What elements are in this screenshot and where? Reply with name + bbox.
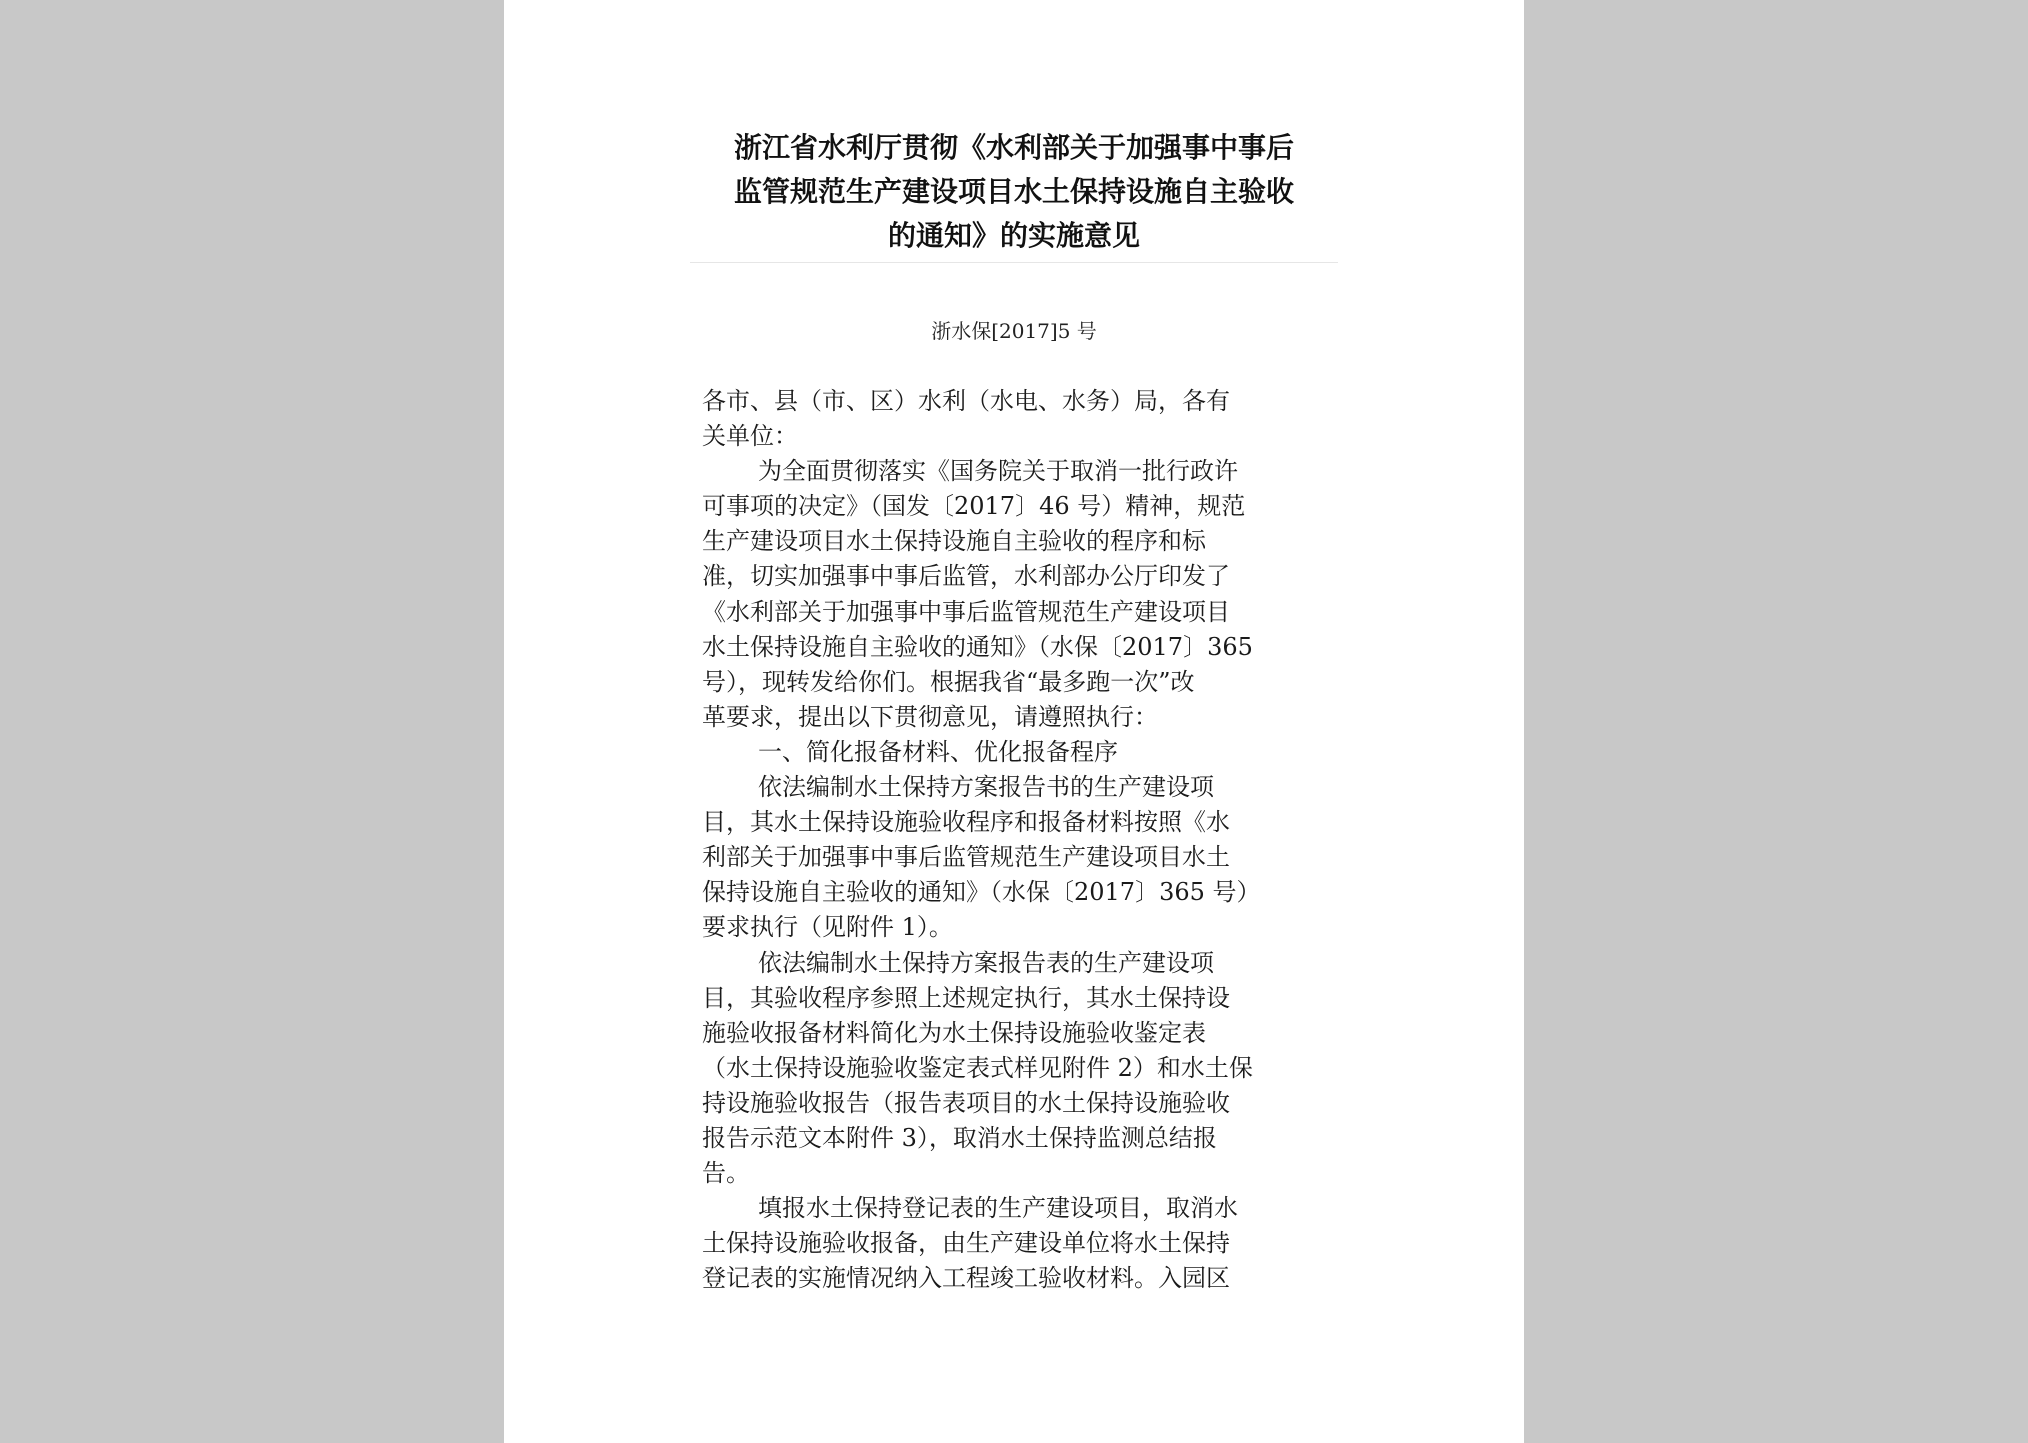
body-line: 告。 [702,1159,750,1188]
title-divider [690,262,1338,263]
document-body [702,384,1342,1296]
body-line: 利部关于加强事中事后监管规范生产建设项目水土 [702,843,1230,872]
body-line: 土保持设施验收报备，由生产建设单位将水土保持 [702,1229,1230,1258]
body-line: 施验收报备材料简化为水土保持设施验收鉴定表 [702,1018,1206,1047]
body-line: 《水利部关于加强事中事后监管规范生产建设项目 [702,597,1230,626]
title-line: 的通知》的实施意见 [887,219,1140,252]
body-line: 生产建设项目水土保持设施自主验收的程序和标 [702,527,1206,556]
body-line: 要求执行（见附件 1）。 [702,913,953,942]
body-line: 填报水土保持登记表的生产建设项目，取消水 [758,1194,1238,1223]
body-line: 革要求，提出以下贯彻意见，请遵照执行： [702,702,1158,731]
body-line: 保持设施自主验收的通知》（水保〔2017〕365 号） [702,878,1261,907]
section-heading: 一、简化报备材料、优化报备程序 [758,737,1118,766]
document-title [704,126,1324,258]
body-line: 持设施验收报告（报告表项目的水土保持设施验收 [702,1088,1230,1117]
body-line: 关单位： [702,422,798,451]
document-number: 浙水保[2017]5 号 [931,319,1097,343]
body-line: 为全面贯彻落实《国务院关于取消一批行政许 [758,457,1238,486]
body-line: 目，其验收程序参照上述规定执行，其水土保持设 [702,983,1230,1012]
body-line: 各市、县（市、区）水利（水电、水务）局，各有 [702,387,1230,415]
document-page [504,0,1524,1443]
body-line: 可事项的决定》（国发〔2017〕46 号）精神，规范 [702,492,1246,521]
body-line: 依法编制水土保持方案报告书的生产建设项 [758,773,1214,802]
body-line: 依法编制水土保持方案报告表的生产建设项 [758,948,1214,977]
body-line: 水土保持设施自主验收的通知》（水保〔2017〕365 [702,632,1253,661]
body-line: 号），现转发给你们。根据我省“最多跑一次”改 [702,667,1195,696]
body-line: （水土保持设施验收鉴定表式样见附件 2）和水土保 [702,1053,1253,1082]
body-line: 准，切实加强事中事后监管，水利部办公厅印发了 [702,562,1230,591]
title-line: 监管规范生产建设项目水土保持设施自主验收 [733,175,1294,208]
body-line: 目，其水土保持设施验收程序和报备材料按照《水 [702,808,1230,837]
title-line: 浙江省水利厅贯彻《水利部关于加强事中事后 [733,131,1294,164]
body-line: 登记表的实施情况纳入工程竣工验收材料。入园区 [702,1264,1230,1293]
body-line: 报告示范文本附件 3），取消水土保持监测总结报 [702,1123,1217,1152]
